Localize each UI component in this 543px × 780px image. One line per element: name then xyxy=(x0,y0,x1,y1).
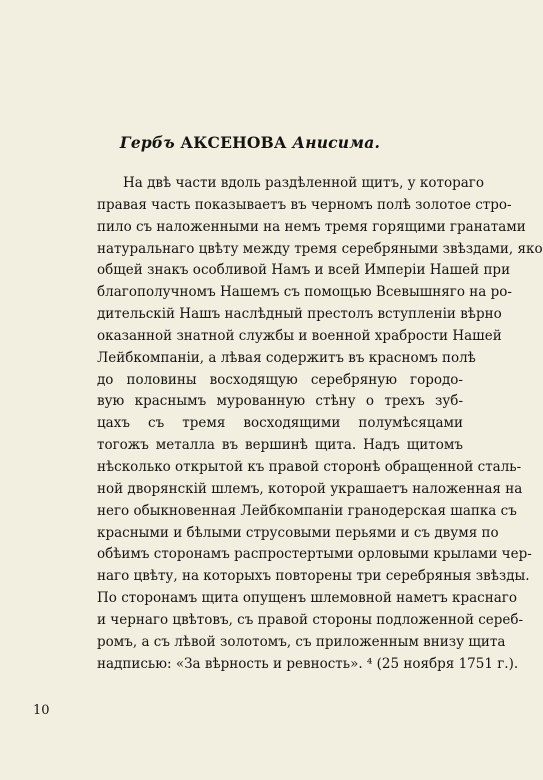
text-line: наго цвѣту, на которыхъ повторены три серебряныя звѣзды. xyxy=(97,568,530,585)
text-line: ной дворянскій шлемъ, которой украшаетъ наложенная на xyxy=(97,480,523,497)
page-number: 10 xyxy=(33,703,50,718)
text-line: до половины восходящую серебряную городо- xyxy=(97,371,463,388)
title-surname: АКСЕНОВА xyxy=(180,133,287,152)
text-line: На двѣ части вдоль раздѣленной щитъ, у котораго xyxy=(123,175,484,191)
text-line: нѣсколько открытой къ правой сторонѣ обращенной сталь- xyxy=(97,458,522,475)
page-title xyxy=(0,133,500,152)
text-line: общей знакъ особливой Намъ и всей Имперіи Нашей при xyxy=(97,262,511,279)
text-line: Лейбкомпаніи, а лѣвая содержитъ въ красномъ полѣ xyxy=(97,349,476,366)
text-line: натуральнаго цвѣту между тремя серебряными звѣздами, яко xyxy=(97,240,543,257)
text-line: надписью: «За вѣрность и ревность». ⁴ (25 ноября 1751 г.). xyxy=(97,655,519,672)
text-line: По сторонамъ щита опущенъ шлемовной наметъ краснаго xyxy=(97,590,517,607)
text-line: благополучномъ Нашемъ съ помощью Всевышняго на ро- xyxy=(97,284,512,301)
text-line: вую краснымъ мурованную стѣну о трехъ зуб- xyxy=(97,393,463,410)
text-line: красными и бѣлыми струсовыми перьями и съ двумя по xyxy=(97,524,499,541)
text-line: тогожъ металла въ вершинѣ щита. Надъ щитомъ xyxy=(97,437,463,454)
text-line: цахъ съ тремя восходящими полумѣсяцами xyxy=(97,415,463,432)
text-line: правая часть показываетъ въ черномъ полѣ золотое стро- xyxy=(97,196,512,213)
text-line: пило съ наложенными на немъ тремя горящими гранатами xyxy=(97,218,526,235)
text-line: обѣимъ сторонамъ распростертыми орловыми крылами чер- xyxy=(97,546,532,563)
body-text xyxy=(97,173,543,675)
title-prefix: Гербъ xyxy=(119,133,175,152)
text-line: оказанной знатной службы и военной храбрости Нашей xyxy=(97,327,502,344)
text-line: дительскій Нашъ наслѣдный престолъ вступленіи вѣрно xyxy=(97,306,502,323)
text-line: ромъ, а съ лѣвой золотомъ, съ приложенным внизу щита xyxy=(97,633,506,650)
title-name: Анисима. xyxy=(292,133,381,152)
text-line: и чернаго цвѣтовъ, съ правой стороны подложенной сереб- xyxy=(97,611,524,628)
text-line: него обыкновенная Лейбкомпаніи гранодерская шапка съ xyxy=(97,502,517,519)
